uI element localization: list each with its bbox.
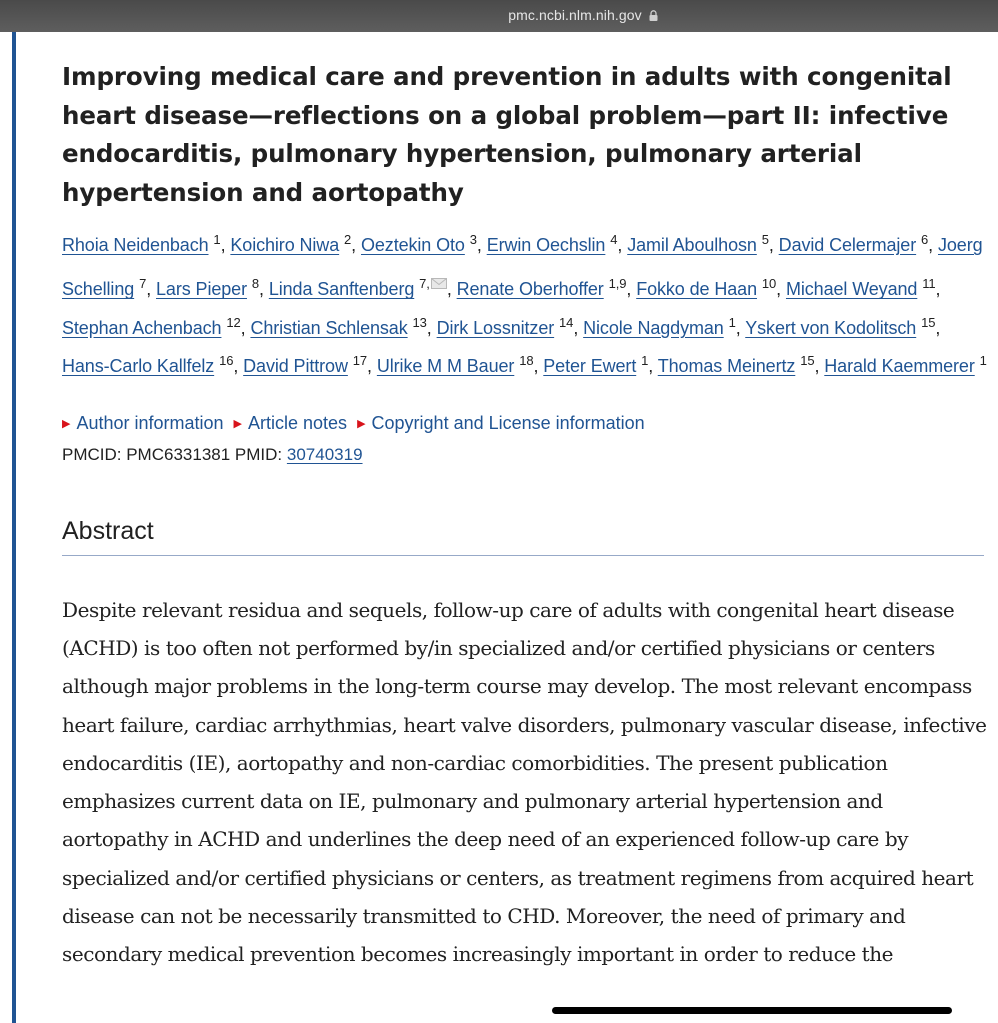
author-link[interactable]: Ulrike M M Bauer xyxy=(376,356,515,377)
affiliation-number[interactable]: 12 xyxy=(226,314,241,330)
affiliation-number[interactable]: 13 xyxy=(412,314,427,330)
abstract-text: Despite relevant residua and sequels, follow-up care of adults with congenital heart disease (ACHD) is too often not performed by/in specialized and/or certified physicians or centers although major problems in the long-term course may develop. The most relevant encompass heart failure, cardiac arrhythmias, heart valve disorders, pulmonary vascular disease, infective endocarditis (IE), aortopathy and non-cardiac comorbidities. The present publication emphasizes current data on IE, pulmonary and pulmonary arterial hypertension and aortopathy in ACHD and underlines the deep need of an experienced follow-up care by specialized and/or certified physicians or centers, as treatment regimens from acquired heart disease can not be necessarily transmitted to CHD. Moreover, the need of primary and secondary medical prevention becomes increasingly important in order to reduce the xyxy=(62,597,987,967)
affiliation-number[interactable]: 1,9 xyxy=(608,276,627,292)
left-accent-bar xyxy=(12,32,16,1023)
author-link[interactable]: Dirk Lossnitzer xyxy=(436,317,555,338)
author-link[interactable]: Jamil Aboulhosn xyxy=(627,235,757,255)
lock-icon xyxy=(649,8,658,24)
author-link[interactable]: Harald Kaemmerer xyxy=(824,356,975,377)
affiliation-number[interactable]: 17 xyxy=(352,353,368,369)
author-link[interactable]: Rhoia Neidenbach xyxy=(62,235,209,255)
author-link[interactable]: Renate Oberhoffer xyxy=(456,279,604,300)
url-text: pmc.ncbi.nlm.nih.gov xyxy=(508,7,642,23)
author-link[interactable]: Linda Sanftenberg xyxy=(268,279,415,300)
author-link[interactable]: Thomas Meinertz xyxy=(657,356,796,377)
article-content xyxy=(62,58,992,994)
author-link[interactable]: Joerg Schelling xyxy=(62,235,983,300)
article-title: Improving medical care and prevention in adults with congenital heart disease—reflections on a global problem—part II: infective endocarditis, pulmonary hypertension, pulmonary arterial hypertension and aortopathy xyxy=(62,62,952,207)
author-link[interactable]: David Celermajer xyxy=(778,235,917,255)
affiliation-number[interactable]: 15 xyxy=(800,353,815,369)
expander-article-notes[interactable] xyxy=(234,413,348,433)
author-link[interactable]: Oeztekin Oto xyxy=(360,235,465,255)
affiliation-number[interactable]: 8 xyxy=(251,276,260,292)
article-ids xyxy=(62,445,992,465)
affiliation-number[interactable]: 3 xyxy=(469,232,477,247)
author-link[interactable]: David Pittrow xyxy=(243,356,348,377)
article-expanders xyxy=(62,408,992,439)
affiliation-number[interactable]: 1 xyxy=(979,353,987,369)
affiliation-number[interactable]: 16 xyxy=(219,353,234,369)
affiliation-number[interactable]: 15 xyxy=(921,314,936,330)
affiliation-number[interactable]: 18 xyxy=(519,353,534,369)
author-link[interactable]: Koichiro Niwa xyxy=(230,235,340,255)
author-link[interactable]: Stephan Achenbach xyxy=(62,317,222,338)
author-list: Rhoia Neidenbach $^1$, Koichiro Niwa $^2$, Oeztekin Oto $^3$, Erwin Oechslin $^4$, Jamil Aboulhosn $^5$, David Celermajer $^6$, Joerg Schelling $^7$, Lars Pieper $^8$, Linda Sanftenberg $^{7,}$ , Renate Oberhoffer $^{1,9}$, Fokko de Haan $^{10}$, Michael Weyand $^{11}$, Stephan Achenbach $^{12}$, Christian Schlensak $^{13}$, Dirk Lossnitzer $^{14}$, Nicole Nagdyman $^1$, Yskert von Kodolitsch $^{15}$, Hans-Carlo Kallfelz $^{16}$, David Pittrow $^{17}$, Ulrike M M Bauer $^{18}$, Peter Ewert $^1$, Thomas Meinertz $^{15}$, Harald Kaemmerer $^1$ xyxy=(62,232,987,377)
author-link[interactable]: Nicole Nagdyman xyxy=(583,317,724,338)
author-link[interactable]: Erwin Oechslin xyxy=(486,235,606,255)
affiliation-number[interactable]: 1 xyxy=(213,232,221,247)
author-link[interactable]: Lars Pieper xyxy=(156,279,247,300)
author-link[interactable]: Peter Ewert xyxy=(543,356,637,377)
expander-label: Author information xyxy=(76,412,224,433)
affiliation-number[interactable]: 2 xyxy=(344,232,352,247)
expander-copyright-and-license-information[interactable] xyxy=(357,413,645,433)
expander-author-information[interactable] xyxy=(62,413,224,433)
author-link[interactable]: Yskert von Kodolitsch xyxy=(745,317,917,338)
pmcid: PMCID: PMC6331381 xyxy=(62,444,231,464)
scroll-indicator[interactable] xyxy=(552,1007,952,1014)
browser-address-bar[interactable] xyxy=(0,0,998,32)
email-icon[interactable] xyxy=(431,264,447,302)
abstract-heading: Abstract xyxy=(62,517,984,556)
affiliation-number[interactable]: 10 xyxy=(761,276,777,292)
affiliation-number[interactable]: 1 xyxy=(728,314,736,330)
author-link[interactable]: Christian Schlensak xyxy=(250,317,408,338)
expander-label: Article notes xyxy=(248,412,348,433)
expander-label: Copyright and License information xyxy=(371,412,645,433)
affiliation-number[interactable]: 7 xyxy=(139,276,147,292)
author-link[interactable]: Hans-Carlo Kallfelz xyxy=(62,356,215,377)
author-link[interactable]: Michael Weyand xyxy=(785,279,918,300)
affiliation-number[interactable]: 6 xyxy=(921,232,929,247)
pmid-label: PMID: xyxy=(234,444,283,464)
pmid-link[interactable]: 30740319 xyxy=(286,444,363,464)
triangle-right-icon: ▶ xyxy=(233,417,243,430)
affiliation-number[interactable]: 5 xyxy=(761,232,769,247)
affiliation-number[interactable]: 4 xyxy=(610,232,618,247)
affiliation-number[interactable]: 1 xyxy=(641,353,649,369)
affiliation-number[interactable]: 11 xyxy=(922,276,936,292)
triangle-right-icon: ▶ xyxy=(357,417,366,430)
author-link[interactable]: Fokko de Haan xyxy=(636,279,757,300)
affiliation-number[interactable]: 14 xyxy=(559,314,574,330)
triangle-right-icon: ▶ xyxy=(62,417,71,430)
affiliation-number[interactable]: 7, xyxy=(419,276,430,292)
